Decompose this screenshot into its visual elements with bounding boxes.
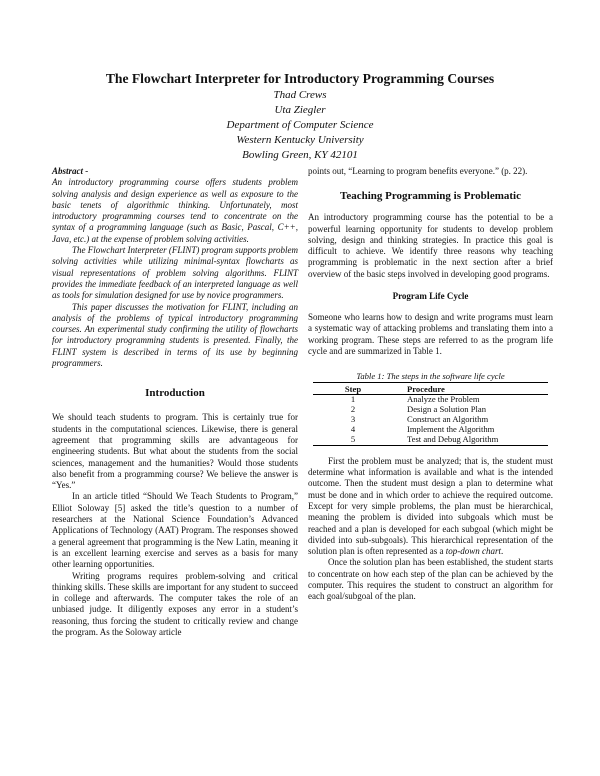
department: Department of Computer Science [226, 119, 374, 131]
abstract-paragraph-2: The Flowchart Interpreter (FLINT) program supports problem solving activities while utilizing minimal-syntax flowcharts as visual representations of problem solving algorithms. FLINT provides the immediate feedback of an interpreted language as well as tools for simulation designed for use by novice programmers. [52, 245, 298, 301]
table-row [313, 435, 548, 445]
introduction-heading: Introduction [145, 387, 205, 400]
author-2: Uta Ziegler [274, 104, 326, 116]
abstract-label: Abstract - [52, 166, 89, 176]
lifecycle-paragraph-2-end: . [500, 546, 504, 557]
intro-paragraph-1: We should teach students to program. This is certainly true for students in the computational sciences. Likewise, there is general agreement that programming skills are advantageous for engineering students. But what about the students from the social sciences, management and the humanities? Would those students also benefit from a programming course? We believe the answer is “Yes.” [52, 412, 298, 491]
table-cell-procedure: Construct an Algorithm [407, 414, 489, 425]
table-cell-step: 2 [350, 404, 356, 415]
intro-paragraph-3-continued: points out, “Learning to program benefits everyone.” (p. 22). [308, 166, 528, 176]
top-down-chart-term: top-down chart [445, 546, 501, 557]
abstract-paragraph-1: An introductory programming course offers students problem solving analysis and design experience as well as exposure to the basic tenets of algorithmic thinking. Unfortunately, most introductory programming courses tend to concentrate on the syntax of a programming language (such as Basic, Pascal, C++, Java, etc.) at the expense of problem solving activities. [52, 177, 298, 244]
table-caption: Table 1: The steps in the software life cycle [356, 371, 505, 382]
intro-paragraph-3: Writing programs requires problem-solving and critical thinking skills. These skills are important for any student to succeed in college and afterwards. The computer takes the role of an unbiased judge. It diligently exposes any error in a student’s reasoning, thus forcing the student to critically review and change the program. As the Soloway article [52, 570, 298, 637]
lifecycle-table [313, 382, 548, 446]
table-cell-step: 5 [313, 435, 393, 445]
lifecycle-paragraph-2-text: First the problem must be analyzed; that is, the student must determine what information is available and what is the intended outcome. Then the student must design a plan to determine what must be done and in which order to achieve the required outcome. Except for very simple problems, the plan must be hierarchical, meaning the problem is divided into subgoals which must be reached and a plan is developed for each subgoal (which might be divided into sub-subgoals). This hierarchical representation of the solution plan is often represented as a [308, 455, 553, 557]
right-column [308, 166, 553, 603]
paper-title: The Flowchart Interpreter for Introductory Programming Courses [105, 71, 495, 86]
abstract-paragraph-3: This paper discusses the motivation for FLINT, including an analysis of the problems of typical introductory programming courses. An experimental study confirming the utility of flowcharts for introductory programming students is presented. Finally, the FLINT system is described in terms of its use by beginning programmers. [52, 301, 298, 369]
table-cell-step: 3 [350, 414, 356, 425]
author-1: Thad Crews [273, 89, 327, 101]
left-column [52, 166, 298, 638]
intro-paragraph-2: In an article titled “Should We Teach Students to Program,” Elliot Soloway [5] asked the title’s question to a number of researchers at the National Science Foundation’s Advanced Applications of Technology (AAT) Program. The responses showed a general agreement that programming is the New Latin, meaning it is an excellent learning exercise and serves as a basis for many other learning opportunities. [52, 491, 298, 570]
teaching-paragraph-1: An introductory programming course has the potential to be a powerful learning opportunity for students to develop problem solving, design and thinking strategies. In practice this goal is difficult to achieve. We identify three reasons why teaching programming is problematic in the next section after a brief overview of the basic steps involved in developing good programs. [308, 212, 553, 279]
table-cell-procedure: Implement the Algorithm [407, 423, 495, 434]
table-cell-procedure: Design a Solution Plan [407, 404, 487, 415]
table-cell-procedure: Analyze the Problem [407, 394, 480, 405]
table-header-step: Step [313, 383, 393, 395]
lifecycle-paragraph-3: Once the solution plan has been established, the student starts to concentrate on how each step of the plan can be achieved by the computer. This requires the student to construct an algorithm for each goal/subgoal of the plan. [308, 557, 553, 602]
lifecycle-heading: Program Life Cycle [392, 291, 469, 302]
table-cell-procedure: Test and Debug Algorithm [393, 435, 548, 445]
table-header-procedure: Procedure [393, 383, 548, 395]
teaching-heading: Teaching Programming is Problematic [340, 190, 521, 203]
table-cell-step: 4 [350, 423, 356, 434]
lifecycle-paragraph-1: Someone who learns how to design and write programs must learn a systematic way of attacking problems and translating them into a working program. These steps are referred to as the program life cycle and are summarized in Table 1. [308, 312, 553, 356]
university: Western Kentucky University [236, 134, 364, 146]
lifecycle-paragraph-2 [308, 456, 553, 558]
table-header-row [313, 383, 548, 395]
location: Bowling Green, KY 42101 [242, 149, 358, 161]
paper-header [0, 70, 600, 163]
table-cell-step: 1 [350, 394, 356, 405]
